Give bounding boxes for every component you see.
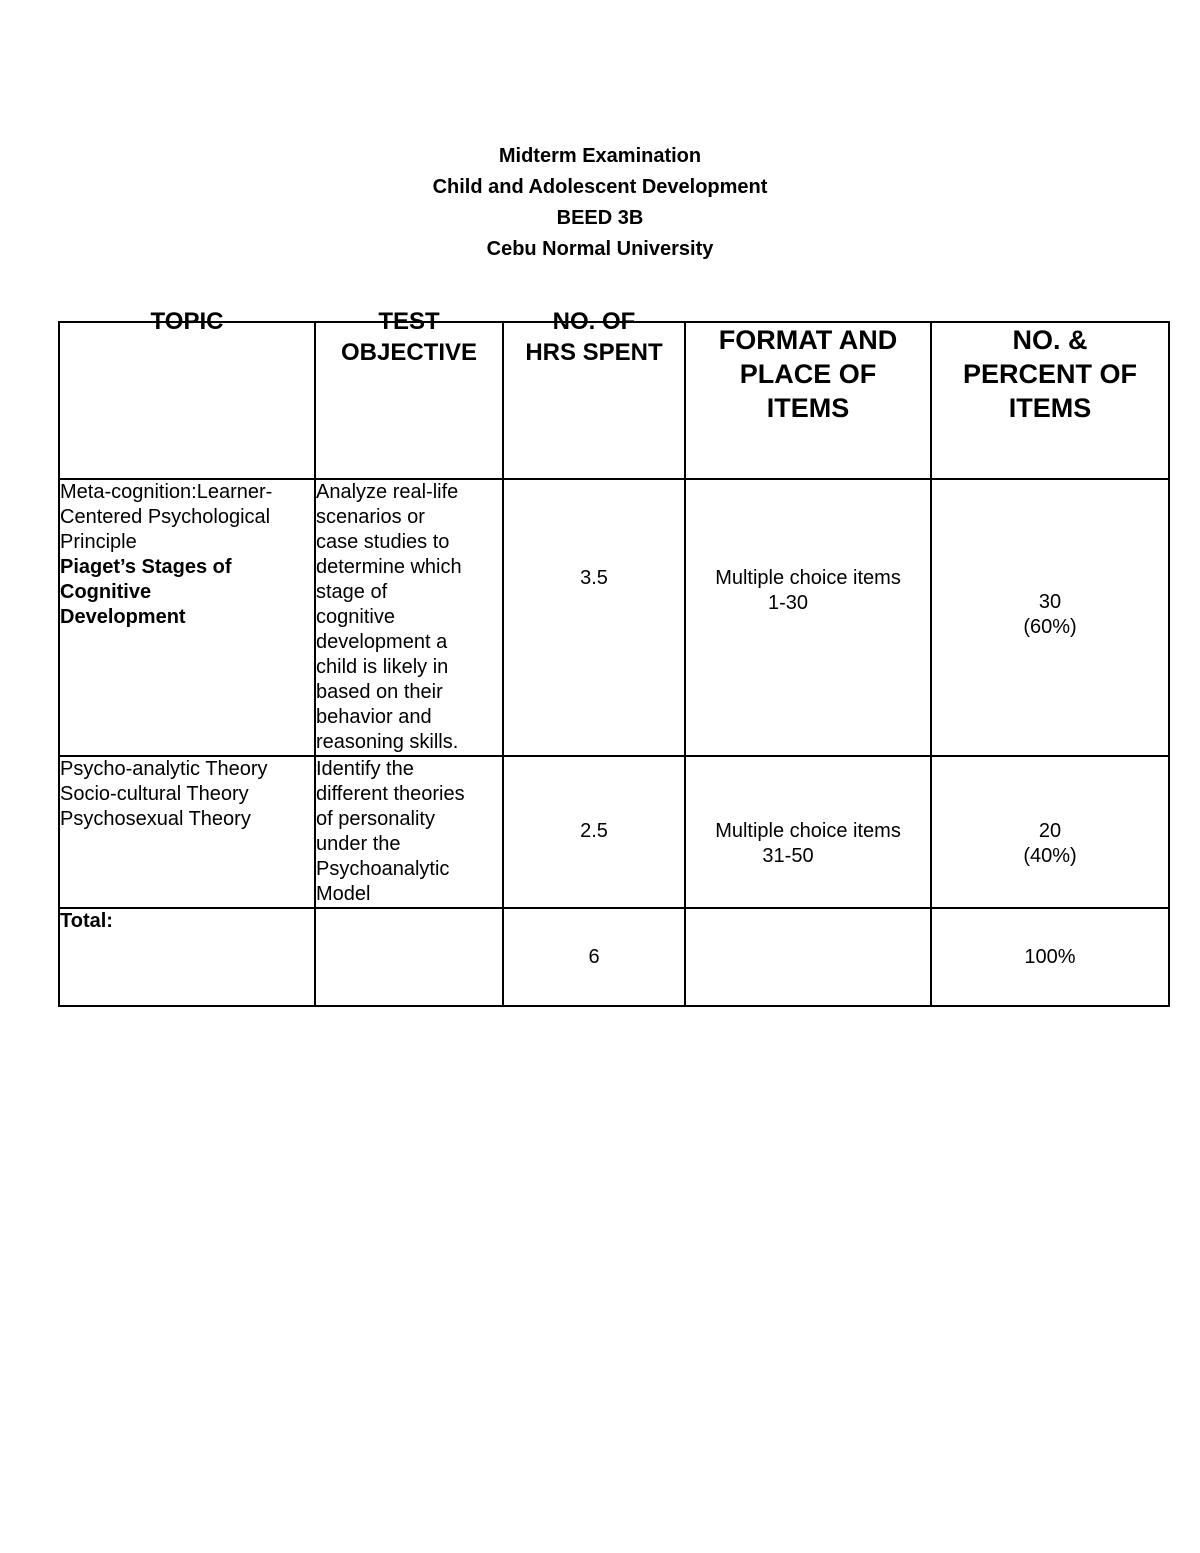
objective-cell	[315, 756, 503, 908]
hours-cell	[503, 756, 685, 908]
topic-line: Socio-cultural Theory	[60, 783, 249, 805]
objective-line: under the	[316, 833, 401, 855]
column-header-percent-line3: ITEMS	[1008, 393, 1092, 423]
topic-line: Principle	[60, 531, 137, 553]
column-header-format-line3: ITEMS	[766, 393, 850, 423]
topic-line: Meta-cognition:Learner-	[60, 481, 273, 503]
objective-line: Identify the	[316, 758, 414, 780]
topic-bold-line: Cognitive	[60, 581, 152, 603]
column-header-objective-line2: OBJECTIVE	[340, 339, 478, 366]
format-cell	[685, 479, 931, 756]
topic-line: Centered Psychological	[60, 506, 271, 528]
course-title: Child and Adolescent Development	[432, 176, 768, 198]
format-range: 1-30	[767, 592, 809, 614]
total-hours: 6	[588, 946, 600, 968]
column-header-percent	[931, 322, 1169, 479]
objective-line: development a	[316, 631, 448, 653]
objective-line: cognitive	[316, 606, 395, 628]
item-count: 20	[1038, 820, 1062, 842]
objective-line: stage of	[316, 581, 388, 603]
section-label: BEED 3B	[556, 207, 644, 229]
item-percent: (60%)	[1023, 616, 1077, 638]
format-cell	[685, 756, 931, 908]
topic-line: Psycho-analytic Theory	[60, 758, 268, 780]
hours-value: 2.5	[580, 820, 608, 842]
column-header-hours	[503, 308, 685, 479]
objective-line: child is likely in	[316, 656, 449, 678]
table-of-specifications	[58, 308, 1170, 1007]
table-row	[59, 756, 1169, 908]
objective-line: case studies to	[316, 531, 450, 553]
table-total-row	[59, 908, 1169, 1006]
exam-title: Midterm Examination	[498, 145, 702, 167]
table-header-row	[59, 322, 1169, 479]
objective-line: different theories	[316, 783, 465, 805]
total-objective-cell	[315, 908, 503, 1006]
total-label: Total:	[60, 910, 113, 932]
format-line: Multiple choice items	[715, 820, 901, 842]
objective-line: behavior and	[316, 706, 432, 728]
university-name: Cebu Normal University	[486, 238, 714, 260]
column-header-hours-line2: HRS SPENT	[525, 339, 663, 366]
column-header-hours-line1: NO. OF	[552, 308, 636, 335]
objective-line: based on their	[316, 681, 443, 703]
topic-line: Psychosexual Theory	[60, 808, 251, 830]
total-hours-cell	[503, 908, 685, 1006]
column-header-objective-line1: TEST	[378, 308, 440, 335]
column-header-percent-line1: NO. &	[1012, 325, 1088, 355]
column-header-format-line2: PLACE OF	[739, 359, 877, 389]
table-row	[59, 479, 1169, 756]
objective-line: scenarios or	[316, 506, 425, 528]
column-header-objective	[315, 308, 503, 479]
hours-cell	[503, 479, 685, 756]
topic-bold-line: Piaget’s Stages of	[60, 556, 232, 578]
objective-line: Analyze real-life	[316, 481, 459, 503]
objective-line: reasoning skills.	[316, 731, 459, 753]
topic-cell	[59, 479, 315, 756]
topic-cell	[59, 756, 315, 908]
column-header-format-line1: FORMAT AND	[718, 325, 898, 355]
objective-line: of personality	[316, 808, 435, 830]
hours-value: 3.5	[580, 567, 608, 589]
item-count: 30	[1038, 591, 1062, 613]
objective-line: determine which	[316, 556, 462, 578]
total-label-cell	[59, 908, 315, 1006]
total-percent-cell	[931, 908, 1169, 1006]
format-range: 31-50	[762, 845, 814, 867]
format-line: Multiple choice items	[715, 567, 901, 589]
column-header-topic-label: TOPIC	[150, 308, 224, 335]
column-header-topic	[59, 308, 315, 479]
objective-line: Model	[316, 883, 371, 905]
column-header-percent-line2: PERCENT OF	[962, 359, 1137, 389]
percent-cell	[931, 479, 1169, 756]
total-percent: 100%	[1024, 946, 1076, 968]
objective-line: Psychoanalytic	[316, 858, 450, 880]
document-header	[0, 141, 1200, 265]
column-header-format	[685, 322, 931, 479]
percent-cell	[931, 756, 1169, 908]
objective-cell	[315, 479, 503, 756]
topic-bold-line: Development	[60, 606, 186, 628]
total-format-cell	[685, 908, 931, 1006]
item-percent: (40%)	[1023, 845, 1077, 867]
